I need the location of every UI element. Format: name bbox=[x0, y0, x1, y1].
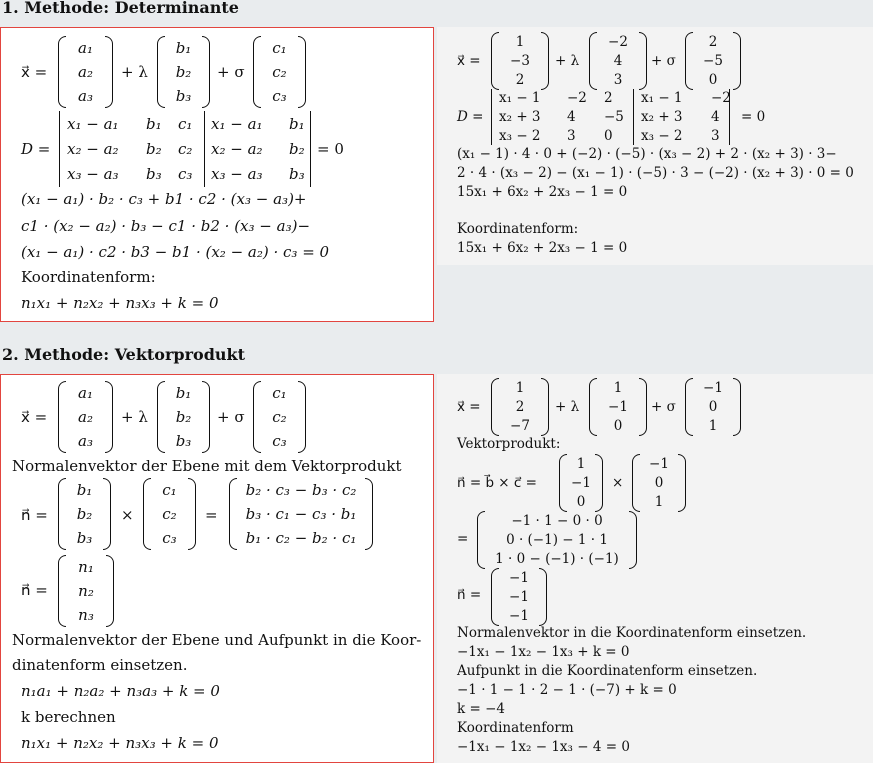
m1l-vector-b: b₁ b₂ b₃ bbox=[157, 36, 210, 108]
m2r-line-5: k = −4 bbox=[457, 701, 505, 717]
m2r-times: × bbox=[612, 475, 624, 491]
m2l-n-prefix: n⃗ = bbox=[21, 506, 48, 524]
m2r-line-2: −1x₁ − 1x₂ − 1x₃ + k = 0 bbox=[457, 644, 630, 660]
m1l-vector-a: a₁ a₂ a₃ bbox=[58, 36, 113, 108]
m2r-vp-label: Vektorprodukt: bbox=[457, 436, 561, 452]
m1r-det-col3: 2 −5 0 bbox=[604, 90, 624, 144]
m2r-vector-b: 1 −1 0 bbox=[589, 378, 647, 436]
m1r-vector-a: 1 −3 2 bbox=[491, 32, 549, 90]
m2r-vector-n: −1 −1 −1 bbox=[491, 568, 547, 626]
m1r-vector-b: −2 4 3 bbox=[589, 32, 647, 90]
m2l-vector-cross: b₂ · c₃ − b₃ · c₂ b₃ · c₁ − c₃ · b₁ b₁ · c₂ − b₂ · c₁ bbox=[229, 478, 373, 550]
m1r-det-prefix: D = bbox=[457, 109, 484, 125]
m2l-vector-b: b₁ b₂ b₃ bbox=[157, 381, 210, 453]
m1l-vector-c: c₁ c₂ c₃ bbox=[253, 36, 306, 108]
m1l-det-col3: c₁ c₂ c₃ bbox=[178, 114, 193, 184]
m1r-expand-1: (x₁ − 1) · 4 · 0 + (−2) · (−5) · (x₃ − 2) + 2 · (x₂ + 3) · 3− bbox=[457, 146, 837, 162]
m2r-vector-nb: 1 −1 0 bbox=[559, 454, 603, 512]
m1l-det-col1: x₁ − a₁ x₂ − a₂ x₃ − a₃ bbox=[67, 114, 119, 184]
m1l-det-prefix: D = bbox=[21, 140, 51, 158]
m1l-det-suffix: = 0 bbox=[317, 140, 344, 158]
m2l-text2b: dinatenform einsetzen. bbox=[12, 656, 188, 674]
m1r-expand-3: 15x₁ + 6x₂ + 2x₃ − 1 = 0 bbox=[457, 184, 628, 200]
m1l-det-col4: x₁ − a₁ x₂ − a₂ x₃ − a₃ bbox=[211, 114, 263, 184]
m1r-expand-2: 2 · 4 · (x₃ − 2) − (x₁ − 1) · (−5) · 3 − (−2) · (x₂ + 3) · 0 = 0 bbox=[457, 165, 854, 181]
m2l-normal-text: Normalenvektor der Ebene mit dem Vektorprodukt bbox=[12, 457, 402, 475]
m2l-vector-nb: b₁ b₂ b₃ bbox=[58, 478, 111, 550]
m2l-plus-lambda: + λ bbox=[121, 408, 148, 426]
m2r-plus-lambda: + λ bbox=[555, 399, 580, 415]
m1r-det-col4: x₁ − 1 x₂ + 3 x₃ − 2 bbox=[641, 90, 683, 144]
m1r-koord-label: Koordinatenform: bbox=[457, 221, 579, 237]
m1l-expand-3: (x₁ − a₁) · c2 · b3 − b1 · (x₂ − a₂) · c₃ = 0 bbox=[21, 243, 330, 261]
m1l-expand-1: (x₁ − a₁) · b₂ · c₃ + b1 · c2 · (x₃ − a₃)+ bbox=[21, 190, 307, 208]
m2r-n-prefix2: n⃗ = bbox=[457, 587, 482, 603]
m1l-plus-lambda: + λ bbox=[121, 63, 148, 81]
m2l-eq-x: n₁x₁ + n₂x₂ + n₃x₃ + k = 0 bbox=[21, 734, 219, 752]
m1l-expand-2: c1 · (x₂ − a₂) · b₃ − c1 · b2 · (x₃ − a₃)− bbox=[21, 217, 311, 235]
m2l-n-prefix2: n⃗ = bbox=[21, 581, 48, 599]
m1r-eq-prefix: x⃗ = bbox=[457, 53, 481, 69]
method2-heading: 2. Methode: Vektorprodukt bbox=[2, 345, 245, 364]
m2r-vector-calc: −1 · 1 − 0 · 0 0 · (−1) − 1 · 1 1 · 0 − (−1) · (−1) bbox=[477, 511, 637, 569]
m2r-eq-prefix: x⃗ = bbox=[457, 399, 481, 415]
m1r-det-col2: −2 4 3 bbox=[567, 90, 587, 144]
m2l-text2a: Normalenvektor der Ebene und Aufpunkt in die Koor- bbox=[12, 631, 422, 649]
m1l-plus-sigma: + σ bbox=[217, 63, 245, 81]
m2r-line-1: Normalenvektor in die Koordinatenform einsetzen. bbox=[457, 625, 807, 641]
method2-left-panel bbox=[0, 374, 434, 763]
m1l-koord: n₁x₁ + n₂x₂ + n₃x₃ + k = 0 bbox=[21, 294, 219, 312]
m2l-eq-prefix: x⃗ = bbox=[21, 408, 48, 426]
m1r-det-col1: x₁ − 1 x₂ + 3 x₃ − 2 bbox=[499, 90, 541, 144]
method1-heading: 1. Methode: Determinante bbox=[2, 0, 239, 17]
m2r-vector-nc: −1 0 1 bbox=[632, 454, 686, 512]
m1r-vector-c: 2 −5 0 bbox=[685, 32, 741, 90]
m2r-n-prefix: n⃗ = b⃗ × c⃗ = bbox=[457, 475, 537, 491]
m2l-eq-a: n₁a₁ + n₂a₂ + n₃a₃ + k = 0 bbox=[21, 682, 220, 700]
m1l-det-col5: b₁ b₂ b₃ bbox=[289, 114, 305, 184]
m1l-det-col2: b₁ b₂ b₃ bbox=[146, 114, 162, 184]
m1r-koord: 15x₁ + 6x₂ + 2x₃ − 1 = 0 bbox=[457, 240, 628, 256]
method1-left-panel bbox=[0, 27, 434, 322]
m2r-line-4: −1 · 1 − 1 · 2 − 1 · (−7) + k = 0 bbox=[457, 682, 677, 698]
m2l-vector-n: n₁ n₂ n₃ bbox=[58, 555, 114, 627]
m2r-line-6: Koordinatenform bbox=[457, 720, 574, 736]
m2l-vector-c: c₁ c₂ c₃ bbox=[253, 381, 306, 453]
method1-right-panel bbox=[437, 27, 873, 265]
m1r-plus-lambda: + λ bbox=[555, 53, 580, 69]
m2l-k-text: k berechnen bbox=[21, 708, 116, 726]
m2r-vector-c: −1 0 1 bbox=[685, 378, 741, 436]
m2l-eq: = bbox=[205, 506, 218, 524]
m2l-plus-sigma: + σ bbox=[217, 408, 245, 426]
m1l-koord-label: Koordinatenform: bbox=[21, 268, 156, 286]
m2l-vector-a: a₁ a₂ a₃ bbox=[58, 381, 113, 453]
m2r-line-3: Aufpunkt in die Koordinatenform einsetzen. bbox=[457, 663, 758, 679]
m1r-plus-sigma: + σ bbox=[651, 53, 676, 69]
m1r-det-suffix: = 0 bbox=[741, 109, 766, 125]
m2r-eq: = bbox=[457, 531, 469, 547]
m2l-times: × bbox=[121, 506, 134, 524]
m1l-eq-prefix: x⃗ = bbox=[21, 63, 48, 81]
m2r-vector-a: 1 2 −7 bbox=[491, 378, 549, 436]
m2r-plus-sigma: + σ bbox=[651, 399, 676, 415]
m2r-line-7: −1x₁ − 1x₂ − 1x₃ − 4 = 0 bbox=[457, 739, 630, 755]
m1r-det-col5: −2 4 3 bbox=[711, 90, 731, 144]
method2-right-panel bbox=[437, 374, 873, 763]
m2l-vector-nc: c₁ c₂ c₃ bbox=[143, 478, 196, 550]
